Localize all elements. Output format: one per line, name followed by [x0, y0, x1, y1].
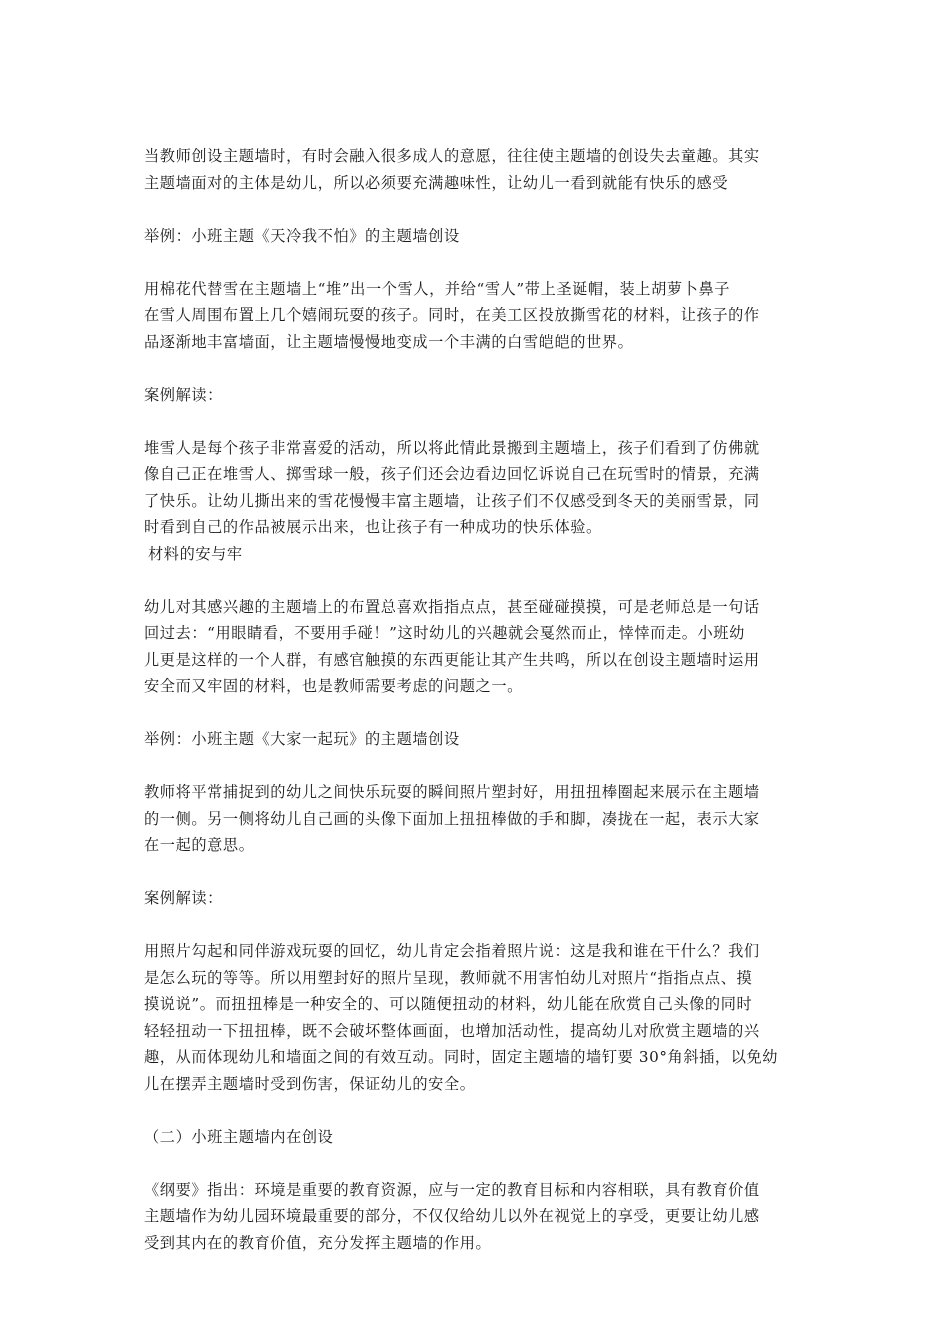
text-line: 儿更是这样的一个人群，有感官触摸的东西更能让其产生共鸣，所以在创设主题墙时运用 [144, 650, 760, 669]
text-line: 教师将平常捕捉到的幼儿之间快乐玩耍的瞬间照片塑封好，用扭扭棒圈起来展示在主题墙 [144, 783, 760, 801]
paragraph-analysis-snowman [144, 435, 814, 541]
paragraph-snowman [144, 276, 814, 356]
paragraph-intro [144, 143, 814, 196]
text-line: 受到其内在的教育价值，充分发挥主题墙的作用。 [144, 1233, 492, 1252]
text-line: 像自己正在堆雪人、掷雪球一般，孩子们还会边看边回忆诉说自己在玩雪时的情景，充满 [144, 465, 760, 483]
example-heading: 举例：小班主题《天冷我不怕》的主题墙创设 [144, 226, 460, 245]
paragraph-material [144, 594, 814, 700]
analysis-heading: 案例解读： [144, 889, 223, 907]
section-heading-material: 材料的安与牢 [148, 544, 243, 563]
text-line: 品逐渐地丰富墙面，让主题墙慢慢地变成一个丰满的白雪皑皑的世界。 [144, 332, 634, 351]
text-line: 《纲要》指出：环境是重要的教育资源，应与一定的教育目标和内容相联，具有教育价值 [144, 1180, 760, 1199]
text-line: 主题墙面对的主体是幼儿，所以必须要充满趣味性，让幼儿一看到就能有快乐的感受 [144, 173, 729, 192]
paragraph-photos [144, 779, 814, 859]
text-line: 堆雪人是每个孩子非常喜爱的活动，所以将此情此景搬到主题墙上，孩子们看到了仿佛就 [144, 438, 760, 457]
text-line: 儿在摆弄主题墙时受到伤害，保证幼儿的安全。 [144, 1074, 476, 1093]
text-line: 的一侧。另一侧将幼儿自己画的头像下面加上扭扭棒做的手和脚，凑拢在一起，表示大家 [144, 809, 760, 828]
text-line: 轻轻扭动一下扭扭棒，既不会破坏整体画面，也增加活动性，提高幼儿对欣赏主题墙的兴 [144, 1021, 760, 1040]
paragraph-guidelines [144, 1177, 814, 1257]
example-heading: 举例：小班主题《大家一起玩》的主题墙创设 [144, 730, 460, 748]
text-line: 幼儿对其感兴趣的主题墙上的布置总喜欢指指点点，甚至碰碰摸摸，可是老师总是一句话 [144, 597, 760, 616]
text-line: 用棉花代替雪在主题墙上“堆”出一个雪人，并给“雪人”带上圣诞帽，装上胡萝卜鼻子 [144, 279, 731, 298]
document-body [144, 143, 814, 1256]
text-line: 安全而又牢固的材料，也是教师需要考虑的问题之一。 [144, 677, 523, 695]
text-line: 在一起的意思。 [144, 836, 255, 854]
paragraph-analysis-photos [144, 938, 814, 1097]
text-line: 主题墙作为幼儿园环境最重要的部分，不仅仅给幼儿以外在视觉上的享受，更要让幼儿感 [144, 1207, 760, 1225]
text-line: 了快乐。让幼儿撕出来的雪花慢慢丰富主题墙，让孩子们不仅感受到冬天的美丽雪景，同 [144, 491, 760, 510]
analysis-heading: 案例解读： [144, 385, 223, 404]
text-line: 回过去：“用眼睛看，不要用手碰！”这时幼儿的兴趣就会戛然而止，悻悻而走。小班幼 [144, 624, 745, 642]
text-line: 时看到自己的作品被展示出来，也让孩子有一种成功的快乐体验。 [144, 518, 602, 536]
text-line: 趣，从而体现幼儿和墙面之间的有效互动。同时，固定主题墙的墙钉要 30°角斜插，以免幼 [144, 1048, 779, 1066]
text-line: 在雪人周围布置上几个嬉闹玩耍的孩子。同时，在美工区投放撕雪花的材料，让孩子的作 [144, 306, 760, 324]
text-line: 当教师创设主题墙时，有时会融入很多成人的意愿，往往使主题墙的创设失去童趣。其实 [144, 147, 760, 165]
text-line: 摸说说”。而扭扭棒是一种安全的、可以随便扭动的材料，幼儿能在欣赏自己头像的同时 [144, 995, 753, 1013]
text-line: 是怎么玩的等等。所以用塑封好的照片呈现，教师就不用害怕幼儿对照片“指指点点、摸 [144, 968, 753, 987]
section-heading-inner-design: （二）小班主题墙内在创设 [144, 1127, 334, 1146]
text-line: 用照片勾起和同伴游戏玩耍的回忆，幼儿肯定会指着照片说：这是我和谁在干什么？我们 [144, 942, 760, 960]
